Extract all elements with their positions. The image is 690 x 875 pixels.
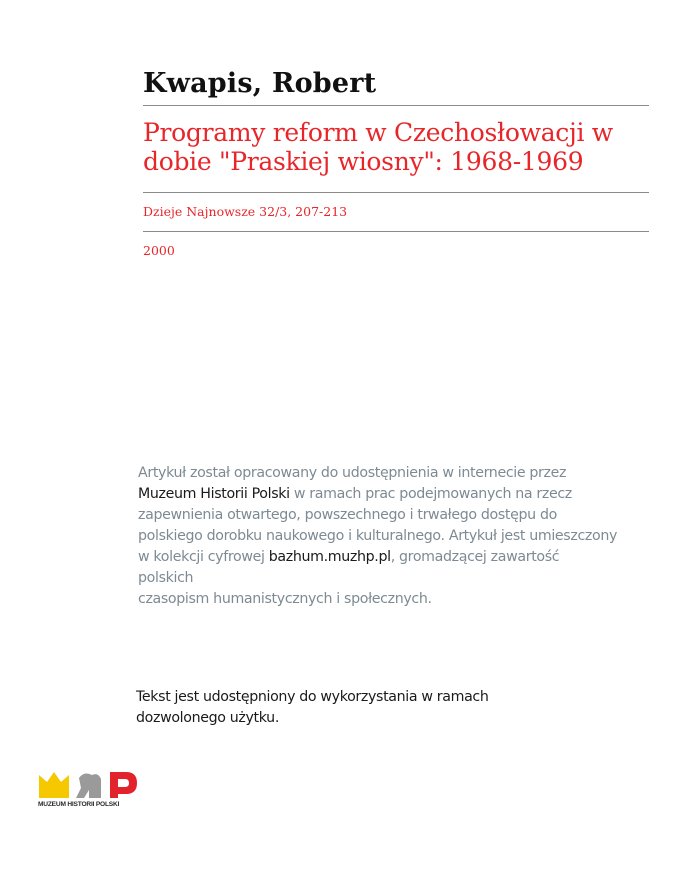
notice-line-6: czasopism humanistycznych i społecznych. [138,591,432,607]
notice-line-5-rest: , gromadzącej zawartość polskich [138,549,560,586]
license-notice [136,687,496,729]
logo-p-shape [110,772,137,798]
logo-crown-shape [39,772,69,798]
notice-line-2: w ramach prac podejmowanych na rzecz [289,486,572,502]
divider [143,192,649,193]
museum-logo-text: MUZEUM HISTORII POLSKI [38,801,120,808]
license-line-1: Tekst jest udostępniony do wykorzystania w ramach [136,689,489,705]
museum-logo [38,770,140,810]
notice-line-3: zapewnienia otwartego, powszechnego i trwałego dostępu do [138,507,557,523]
article-title-line-1: Programy reform w Czechosłowacji w [143,118,613,147]
author-name: Kwapis, Robert [143,68,377,99]
bazhum-site-link[interactable]: bazhum.muzhp.pl [268,549,391,565]
notice-line-1: Artykuł został opracowany do udostępnienia w internecie przez [138,465,567,481]
divider [143,231,649,232]
divider [143,105,649,106]
museum-name: Muzeum Historii Polski [138,486,290,502]
notice-line-5-start: w kolekcji cyfrowej [138,549,269,565]
digitization-notice [138,463,618,610]
publication-year: 2000 [143,243,175,258]
notice-line-4: polskiego dorobku naukowego i kulturalnego. Artykuł jest umieszczony [138,528,618,544]
article-title [143,118,663,176]
article-title-line-2: dobie "Praskiej wiosny": 1968-1969 [143,147,584,176]
museum-logo-icon [38,770,140,800]
license-line-2: dozwolonego użytku. [136,710,279,726]
journal-source: Dzieje Najnowsze 32/3, 207-213 [143,204,348,219]
logo-eagle-shape [76,774,101,798]
